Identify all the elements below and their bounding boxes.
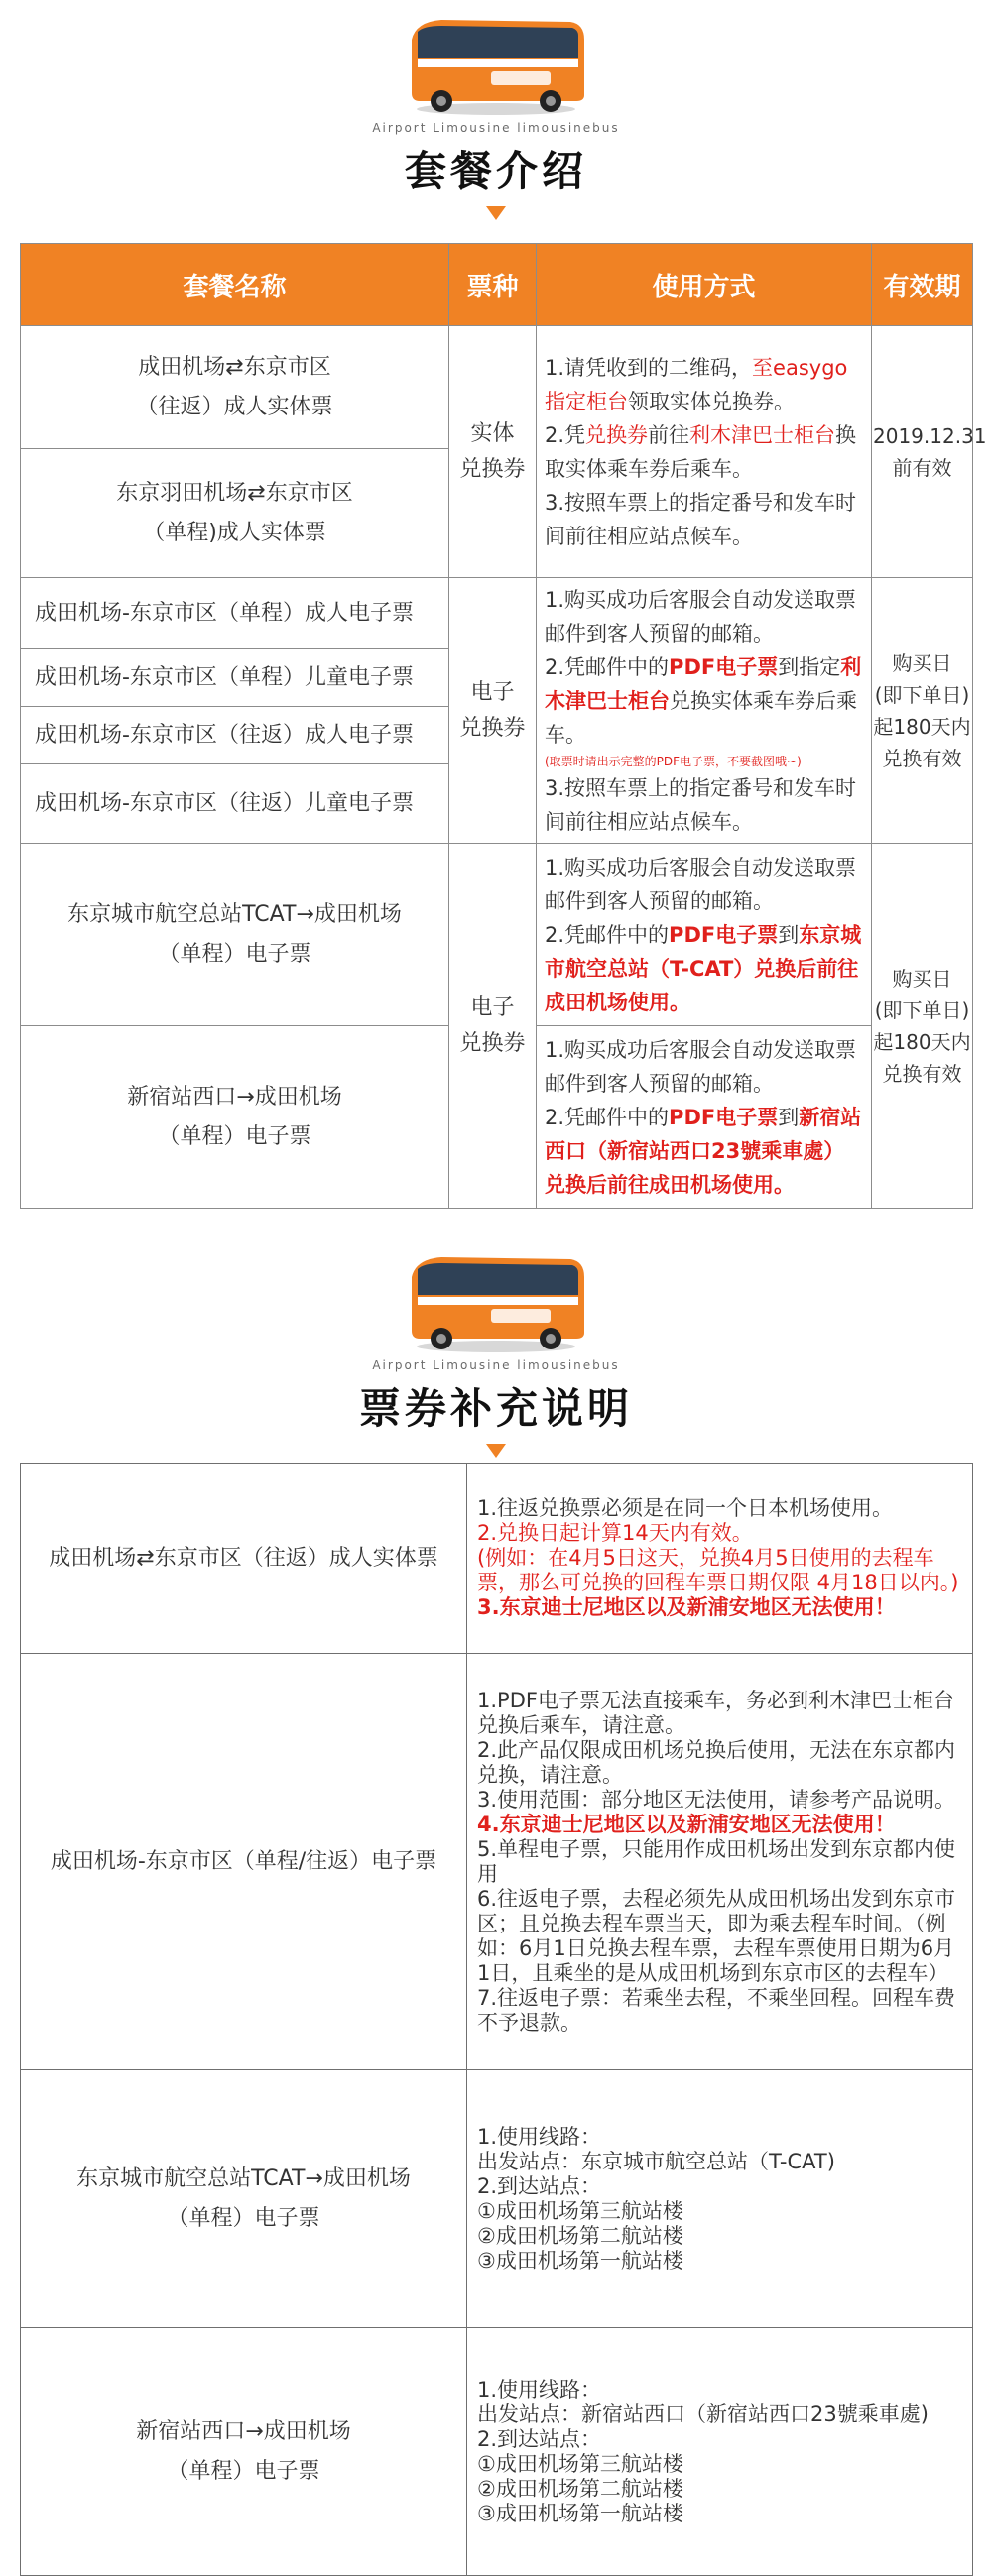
- brand-caption: Airport Limousine limousinebus: [372, 121, 620, 135]
- package-name: 成田机场⇄东京市区 （往返）成人实体票: [21, 326, 449, 449]
- note-cell: [467, 1654, 973, 2070]
- package-name: 成田机场-东京市区（往返）成人电子票: [21, 707, 449, 764]
- section2-header: [0, 1247, 992, 1458]
- down-arrow-icon: [486, 1444, 506, 1458]
- header-validity: 有效期: [872, 244, 973, 326]
- usage-cell: 1.购买成功后客服会自动发送取票邮件到客人预留的邮箱。 2.凭邮件中的PDF电子票到东京城市航空总站（T-CAT）兑换后前往成田机场使用。: [537, 844, 872, 1026]
- note-line: 4.东京迪士尼地区以及新浦安地区无法使用！: [477, 1812, 896, 1836]
- note-line: 3.东京迪士尼地区以及新浦安地区无法使用！: [477, 1595, 896, 1619]
- note-line: ③成田机场第一航站楼: [477, 2248, 683, 2273]
- package-name: 成田机场⇄东京市区（往返）成人实体票: [21, 1464, 467, 1654]
- ticket-type: 电子 兑换券: [449, 844, 537, 1209]
- note-line: ②成田机场第二航站楼: [477, 2223, 683, 2248]
- package-name: 成田机场-东京市区（单程/往返）电子票: [21, 1654, 467, 2070]
- validity: 购买日 (即下单日) 起180天内 兑换有效: [872, 578, 973, 844]
- note-line: 1.PDF电子票无法直接乘车，务必到利木津巴士柜台兑换后乘车，请注意。: [477, 1688, 954, 1737]
- note-line: 1.往返兑换票必须是在同一个日本机场使用。: [477, 1496, 894, 1520]
- table-row: [21, 1654, 973, 2070]
- package-name: 成田机场-东京市区（单程）儿童电子票: [21, 649, 449, 707]
- package-name: 新宿站西口→成田机场 （单程）电子票: [21, 1026, 449, 1209]
- note-line: 出发站点：新宿站西口（新宿站西口23號乘車處): [477, 2401, 929, 2426]
- package-name: 成田机场-东京市区（往返）儿童电子票: [21, 764, 449, 844]
- package-name: 新宿站西口→成田机场 （单程）电子票: [21, 2328, 467, 2576]
- bus-logo-icon: [402, 10, 590, 119]
- note-line: ①成田机场第三航站楼: [477, 2451, 683, 2476]
- table-row: [21, 1464, 973, 1654]
- header-ticket-type: 票种: [449, 244, 537, 326]
- note-line: 5.单程电子票，只能用作成田机场出发到东京都内使用: [477, 1836, 956, 1886]
- table-row: [21, 2328, 973, 2576]
- usage-cell: 1.购买成功后客服会自动发送取票邮件到客人预留的邮箱。 2.凭邮件中的PDF电子票到新宿站西口（新宿站西口23號乘車處）兑换后前往成田机场使用。: [537, 1026, 872, 1209]
- note-line: 2.此产品仅限成田机场兑换后使用，无法在东京都内兑换，请注意。: [477, 1737, 956, 1787]
- table-row: [21, 844, 973, 1026]
- note-line: 2.兑换日起计算14天内有效。: [477, 1521, 753, 1545]
- header-usage: 使用方式: [537, 244, 872, 326]
- ticket-type: 电子 兑换券: [449, 578, 537, 844]
- validity: 购买日 (即下单日) 起180天内 兑换有效: [872, 844, 973, 1209]
- usage-cell: 1.购买成功后客服会自动发送取票邮件到客人预留的邮箱。 2.凭邮件中的PDF电子票到指定利木津巴士柜台兑换实体乘车券后乘车。 (取票时请出示完整的PDF电子票，不要截图哦~) 3.按照车票上的指定番号和发车时间前往相应站点候车。: [537, 578, 872, 844]
- notes-list: [477, 1496, 962, 1620]
- down-arrow-icon: [486, 206, 506, 220]
- bus-logo-icon: [402, 1247, 590, 1356]
- note-line: 7.往返电子票：若乘坐去程，不乘坐回程。回程车费不予退款。: [477, 1985, 956, 2035]
- note-line: (例如：在4月5日这天，兑换4月5日使用的去程车票，那么可兑换的回程车票日期仅限 4月18日以内。): [477, 1546, 959, 1594]
- package-name: 成田机场-东京市区（单程）成人电子票: [21, 578, 449, 649]
- note-line: 2.到达站点：: [477, 2426, 602, 2451]
- note-line: ①成田机场第三航站楼: [477, 2198, 683, 2223]
- note-cell: [467, 2328, 973, 2576]
- notes-table: [20, 1463, 973, 2576]
- note-cell: [467, 1464, 973, 1654]
- package-name: 东京城市航空总站TCAT→成田机场 （单程）电子票: [21, 844, 449, 1026]
- note-cell: [467, 2070, 973, 2328]
- note-line: 1.使用线路：: [477, 2377, 602, 2401]
- header-package-name: 套餐名称: [21, 244, 449, 326]
- note-line: 1.使用线路：: [477, 2124, 602, 2149]
- note-line: 2.到达站点：: [477, 2173, 602, 2198]
- table-row: [21, 2070, 973, 2328]
- package-table: [20, 243, 987, 1209]
- ticket-type: 实体 兑换券: [449, 326, 537, 578]
- section1-header: [0, 10, 992, 220]
- package-name: 东京羽田机场⇄东京市区 （单程)成人实体票: [21, 449, 449, 578]
- note-line: 6.往返电子票，去程必须先从成田机场出发到东京市区；且兑换去程车票当天，即为乘去程车时间。（例如：6月1日兑换去程车票，去程车票使用日期为6月1日，且乘坐的是从成田机场到东京市区的去程车）: [477, 1886, 956, 1985]
- usage-cell: 1.请凭收到的二维码，至easygo指定柜台领取实体兑换券。 2.凭兑换券前往利木津巴士柜台换取实体乘车券后乘车。 3.按照车票上的指定番号和发车时间前往相应站点候车。: [537, 326, 872, 578]
- table-row: [21, 578, 973, 649]
- notes-list: [477, 2378, 962, 2526]
- validity: 2019.12.31 前有效: [872, 326, 973, 578]
- notes-list: [477, 2125, 962, 2274]
- note-line: 3.使用范围：部分地区无法使用，请参考产品说明。: [477, 1787, 956, 1812]
- note-line: ②成田机场第二航站楼: [477, 2476, 683, 2501]
- package-name: 东京城市航空总站TCAT→成田机场 （单程）电子票: [21, 2070, 467, 2328]
- table-header-row: [21, 244, 973, 326]
- section-title: 套餐介绍: [404, 147, 587, 195]
- note-line: 出发站点：东京城市航空总站（T-CAT): [477, 2149, 835, 2173]
- brand-caption: Airport Limousine limousinebus: [372, 1358, 620, 1372]
- note-line: ③成田机场第一航站楼: [477, 2501, 683, 2525]
- section-title: 票券补充说明: [358, 1384, 633, 1433]
- table-row: [21, 326, 973, 449]
- notes-list: [477, 1689, 962, 2036]
